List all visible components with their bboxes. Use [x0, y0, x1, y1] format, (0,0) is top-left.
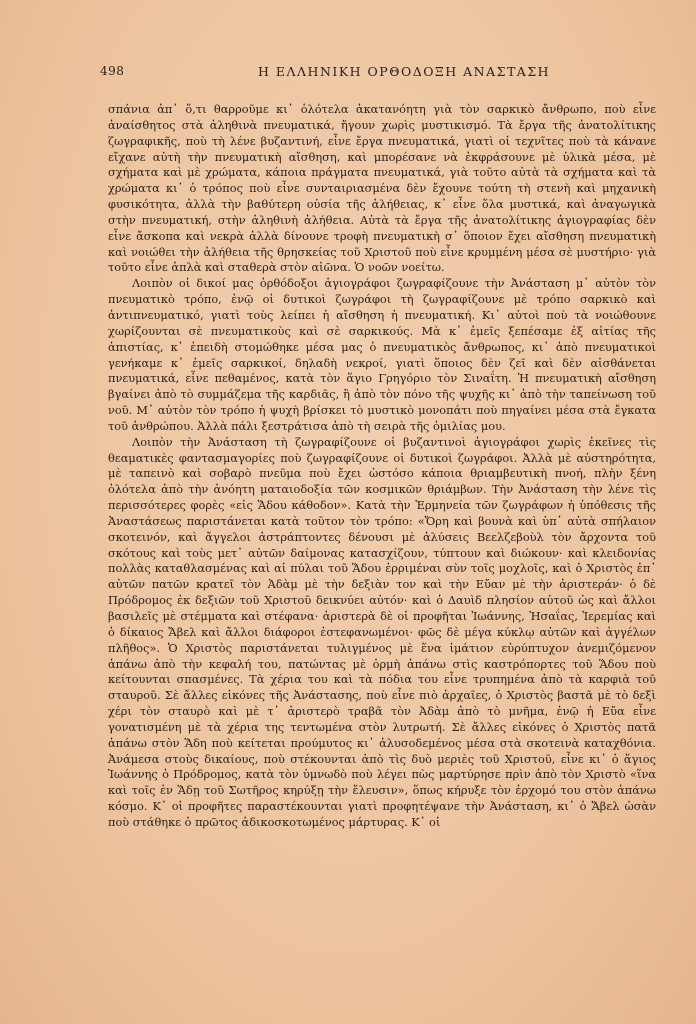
- paragraph-2: Λοιπὸν οἱ δικοί μας ὀρθόδοξοι ἁγιογράφοι ζωγραφίζουνε τὴν Ἀνάσταση μ᾽ αὐτὸν τὸν πνευματικὸ τρόπο, ἐνῷ οἱ δυτικοὶ ζωγράφοι τὴ ζωγραφίζουνε μὲ τρόπο σαρκικὸ καὶ ἀντιπνευματικό, γιατὶ τοὺς λείπει ἡ αἴσθηση ἡ πνευματική. Κι᾽ αὐτοὶ ποὺ τὰ νοιώθουνε χωρίζουνται σὲ πνευματικοὺς καὶ σὲ σαρκικούς. Μὰ κ᾽ ἐμεῖς ξεπέσαμε ἐξ αἰτίας τῆς ἀπιστίας, κ᾽ ἐπειδὴ στομώθηκε μέσα μας ὁ πνευματικὸς ἄνθρωπος, κι᾽ ἀπὸ πνευματικοὶ γενήκαμε κ᾽ ἐμεῖς σαρκικοί, δηλαδὴ νεκροί, γιατὶ ὅποιος δὲν ζεῖ καὶ δὲν αἰσθάνεται πνευματικά, εἶνε πεθαμένος, κατὰ τὸν ἅγιο Γρηγόριο τὸν Σιναΐτη. Ἡ πνευματικὴ αἴσθηση βγαίνει ἀπὸ τὸ συμμάζεμα τῆς καρδιᾶς, ἢ ἀπὸ τὸν πόνο τῆς ψυχῆς κι᾽ ἀπὸ τὴν ταπείνωση τοῦ νοῦ. Μ᾽ αὐτὸν τὸν τρόπο ἡ ψυχὴ βρίσκει τὸ μυστικὸ μονοπάτι ποὺ πηγαίνει μέσα στὰ ἔγκατα τοῦ ἀνθρώπου. Ἀλλὰ πάλι ξεστράτισα ἀπὸ τὴ σειρὰ τῆς ὁμιλίας μου.: [108, 276, 656, 433]
- body-text: [108, 102, 656, 831]
- paragraph-1: σπάνια ἀπ᾽ ὅ,τι θαρροῦμε κι᾽ ὁλότελα ἀκατανόητη γιὰ τὸν σαρκικὸ ἄνθρωπο, ποὺ εἶνε ἀναίσθητος στὰ ἀληθινὰ πνευματικά, ἤγουν χωρὶς μυστικισμό. Τὰ ἔργα τῆς ἀνατολίτικης ζωγραφικῆς, ποὺ τὴ λένε βυζαντινή, εἶνε ἔργα πνευματικά, γιατὶ οἱ τεχνῖτες ποὺ τὰ κάνανε εἴχανε αὐτὴ τὴν πνευματικὴ αἴσθηση, καὶ μπορέσανε νὰ ἐκφράσουνε μὲ ὑλικὰ μέσα, μὲ σχήματα καὶ μὲ χρώματα, κάποια πράγματα πνευματικά, γιὰ τοῦτο αὐτὰ τὰ σχήματα καὶ τὰ χρώματα κι᾽ ὁ τρόπος ποὺ εἶνε συνταιριασμένα δὲν ἔχουνε τούτη τὴ στενὴ καὶ μηχανικὴ φυσικότητα, ἀλλὰ τὴν βαθύτερη οὐσία τῆς ἀλήθειας, κ᾽ εἶνε ὅλα μυστικά, καὶ ἀναγωγικὰ στὴν πνευματική, στὴν ἀληθινὴ ἀλήθεια. Αὐτὰ τὰ ἔργα τῆς ἀνατολίτικης ἁγιογραφίας δὲν εἶνε ἄσκοπα καὶ νεκρὰ ἀλλὰ δίνουνε τροφὴ πνευματικὴ σ᾽ ὅποιον ἔχει αἴσθηση πνευματικὴ καὶ νοιώθει τὴν ἀλήθεια τῆς θρησκείας τοῦ Χριστοῦ ποὺ εἶνε κρυμμένη μέσα σὲ μυστήριο· γιὰ τοῦτο εἶνε ἁπλὰ καὶ σταθερὰ στὸν αἰῶνα. Ὁ νοῶν νοείτω.: [108, 102, 656, 275]
- page-number: 498: [100, 64, 125, 78]
- running-title: Η ΕΛΛΗΝΙΚΗ ΟΡΘΟΔΟΞΗ ΑΝΑΣΤΑΣΗ: [258, 64, 551, 79]
- page-header: [100, 64, 656, 86]
- paragraph-3: Λοιπὸν τὴν Ἀνάσταση τὴ ζωγραφίζουνε οἱ βυζαντινοὶ ἁγιογράφοι χωρὶς ἐκεῖνες τὶς θεαματικὲς φαντασμαγορίες ποὺ ζωγραφίζουνε οἱ δυτικοὶ ζωγράφοι. Ἀλλὰ μὲ αὐστηρότητα, μὲ ταπεινὸ καὶ σοβαρὸ πνεῦμα ποὺ ἔχει ὡστόσο κάποια θριαμβευτικὴ πνοή, πλὴν ξένη ὁλότελα ἀπὸ τὴν ἀνόητη ματαιοδοξία τῶν κοσμικῶν θριάμβων. Τὴν Ἀνάσταση τὴν λένε τὶς περισσότερες φορὲς «εἰς Ἅδου κάθοδον». Κατὰ τὴν Ἑρμηνεία τῶν ζωγράφων ἡ ὑπόθεσις τῆς Ἀναστάσεως παριστάνεται κατὰ τοῦτον τὸν τρόπο: «Ὄρη καὶ βουνὰ καὶ ὑπ᾽ αὐτὰ σπήλαιον σκοτεινόν, καὶ ἄγγελοι ἀστράπτοντες δένουσι μὲ ἁλύσεις Βεελζεβοὺλ τὸν ἄρχοντα τοῦ σκότους καὶ τοὺς μετ᾽ αὐτῶν δαίμονας κατασχίζουν, τύπτουν καὶ διώκουν· καὶ κλειδονίας πολλὰς καταθλασμένας καὶ αἱ πύλαι τοῦ Ἅδου ἐρριμέναι σὺν τοῖς μοχλοῖς, καὶ ὁ Χριστὸς ἐπ᾽ αὐτῶν πατῶν κρατεῖ τὸν Ἀδὰμ μὲ τὴν δεξιὰν τον καὶ τὴν Εὔαν μὲ τὴν ἀριστεράν· ὁ δὲ Πρόδρομος ἐκ δεξιῶν τοῦ Χριστοῦ δεικνύει αὐτόν· καὶ ὁ Δαυὶδ πλησίον αὐτοῦ ὡς καὶ ἄλλοι βασιλεῖς μὲ στέμματα καὶ στέφανα· ἀριστερὰ δὲ οἱ προφῆται Ἰωάννης, Ἠσαΐας, Ἱερεμίας καὶ ὁ δίκαιος Ἄβελ καὶ ἄλλοι διάφοροι ἐστεφανωμένοι· φῶς δὲ μέγα κύκλῳ αὐτῶν καὶ ἀγγέλων πλῆθος». Ὁ Χριστὸς παριστάνεται τυλιγμένος μὲ ἕνα ἱμάτιον εὐρύπτυχον ἀνεμιζόμενον ἀπάνω ἀπὸ τὴν κεφαλή του, πατώντας μὲ ὁρμὴ ἀπάνω στὶς καστρόπορτες τοῦ Ἅδου ποὺ κείτουνται σπασμένες. Τὰ χέρια του καὶ τὰ πόδια του εἶνε τρυπημένα ἀπὸ τὰ καρφιὰ τοῦ σταυροῦ. Σὲ ἄλλες εἰκόνες τῆς Ἀνάστασης, ποὺ εἶνε πιὸ ἀρχαῖες, ὁ Χριστὸς βαστᾶ μὲ τὸ δεξὶ χέρι τὸν σταυρὸ καὶ μὲ τ᾽ ἀριστερὸ τραβᾶ τὸν Ἀδὰμ ἀπὸ τὸ μνῆμα, ἐνῷ ἡ Εὔα εἶνε γονατισμένη μὲ τὰ χέρια της τεντωμένα στὸν λυτρωτή. Σὲ ἄλλες εἰκόνες ὁ Χριστὸς πατᾶ ἀπάνω στὸν Ἅδη ποὺ κείτεται προύμυτος κι᾽ ἁλυσοδεμένος μέσα στὰ σκοτεινὰ καταχθόνια. Ἀνάμεσα στοὺς δικαίους, ποὺ στέκουνται ἀπὸ τὶς δυὸ μεριὲς τοῦ Χριστοῦ, εἶνε κι᾽ ὁ ἅγιος Ἰωάννης ὁ Πρόδρομος, κατὰ τὸν ὑμνωδὸ ποὺ λέγει πὼς μαρτύρησε πρὶν ἀπὸ τὸν Χριστὸ «ἵνα καὶ τοῖς ἐν Ἅδῃ τοῦ Σωτῆρος κηρύξῃ τὴν ἔλευσιν», ὅπως κήρυξε τὸν ἐρχομό του στὸν ἀπάνω κόσμο. Κ᾽ οἱ προφῆτες παραστέκουνται γιατὶ προφητέψανε τὴν Ἀνάσταση, κι᾽ ὁ Ἄβελ ὡσὰν ποὺ στάθηκε ὁ πρῶτος ἀδικοσκοτωμένος μάρτυρας. Κ᾽ οἱ: [108, 434, 656, 829]
